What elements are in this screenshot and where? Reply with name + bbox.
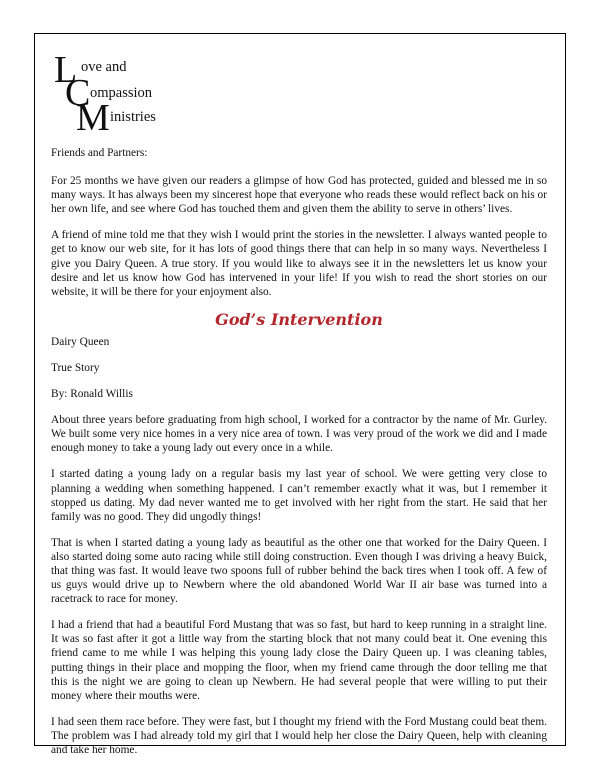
section-heading: God’s Intervention	[215, 309, 383, 329]
logo-letter-l: L	[54, 49, 78, 91]
story-subtitle: True Story	[51, 361, 100, 374]
logo-letter-m: M	[76, 97, 110, 139]
intro-paragraph: A friend of mine told me that they wish I would print the stories in the newsletter. I always wanted people to get to know our web site, for it has lots of good things there that can help in so many ways. Nevertheless I give you Dairy Queen. A true story. If you would like to always see it in the newsletters let us know your desire and let us know how God has intervened in your life! If you wish to read the short stories on our website, it will be there for your enjoyment also.	[51, 229, 547, 298]
logo-word-compassion: ompassion	[90, 85, 153, 101]
greeting: Friends and Partners:	[51, 147, 148, 159]
story-title: Dairy Queen	[51, 335, 110, 348]
logo-word-ministries: inistries	[110, 109, 156, 125]
story-paragraph: That is when I started dating a young lady as beautiful as the other one that worked for the Dairy Queen. I also started doing some auto racing while still doing construction. Even though I was driving a heavy Buick, that thing was fast. It would leave two spoons full of rubber behind the back tires when I took off. A few of us guys would drive up to Newbern where the old abandoned World War II air base was turned into a racetrack to race for money.	[51, 536, 547, 606]
story-paragraph: I had a friend that had a beautiful Ford Mustang that was so fast, but hard to keep running in a straight line. It was so fast after it got a little way from the starting block that not many could beat it. One evening this friend came to me while I was helping this young lady close the Dairy Queen up. I was cleaning tables, putting things in their place and mopping the floor, when my friend came through the door telling me that this is the night we are going to clean up Newbern. He had several people that were willing to put their money where their mouths were.	[51, 619, 547, 702]
logo-letter-c: C	[65, 72, 91, 114]
newsletter-body	[51, 146, 547, 769]
story-paragraph: About three years before graduating from high school, I worked for a contractor by the name of Mr. Gurley. We built some very nice homes in a very nice area of town. I was very proud of the work we did and I made enough money to take a young lady out every once in a while.	[51, 414, 547, 455]
logo-word-love: ove and	[81, 59, 127, 75]
story-byline: By: Ronald Willis	[51, 388, 133, 401]
ministry-logo	[54, 51, 194, 143]
story-paragraph: I had seen them race before. They were fast, but I thought my friend with the Ford Mustang could beat them. The problem was I had already told my girl that I would help her close the Dairy Queen, help with cleaning and take her home.	[51, 715, 547, 756]
story-paragraph: I started dating a young lady on a regular basis my last year of school. We were getting very close to planning a wedding when something happened. I can’t remember exactly what it was, but I remember it stopped us dating. My dad never wanted me to get involved with her right from the start. He said that her family was no good. They did ungodly things!	[51, 468, 547, 523]
intro-paragraph: For 25 months we have given our readers a glimpse of how God has protected, guided and blessed me in so many ways. It has always been my sincerest hope that everyone who reads these would reflect back on his or her own life, and see where God has touched them and given them the ability to serve in others’ lives.	[51, 175, 547, 216]
